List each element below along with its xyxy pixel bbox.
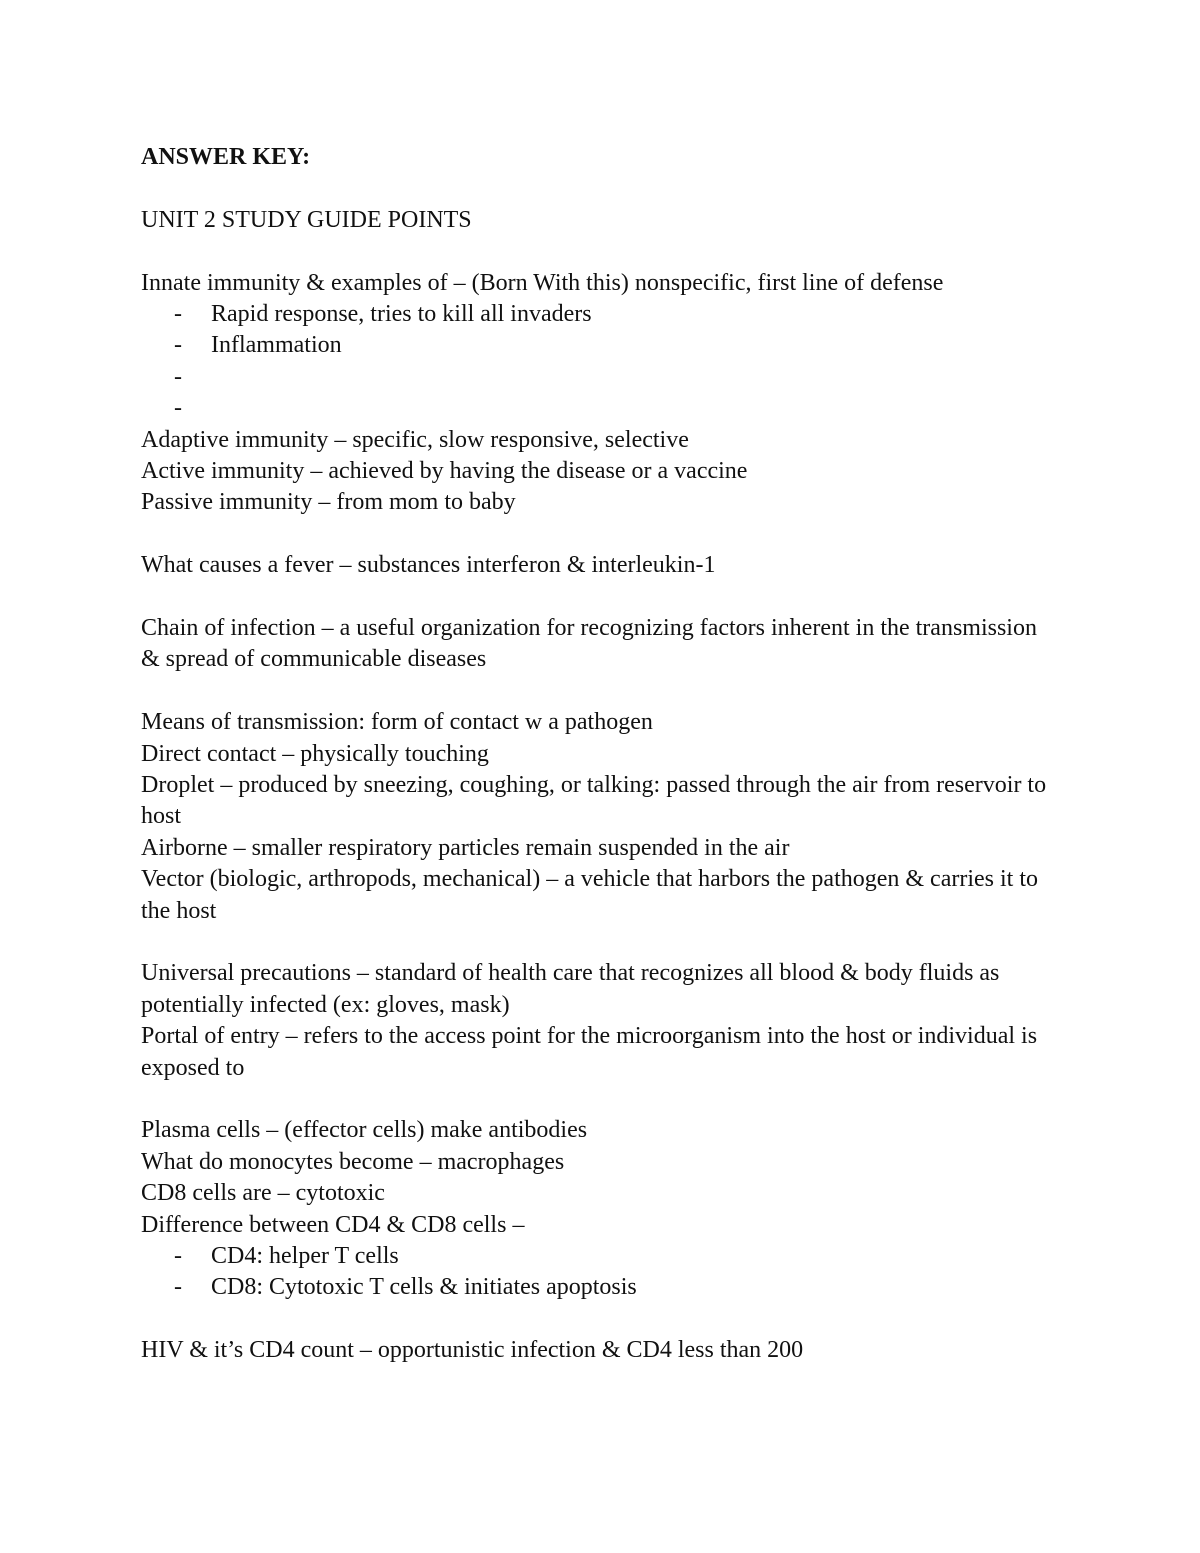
- bullet-dash: -: [174, 332, 182, 359]
- spacer: [141, 927, 1061, 958]
- bullet-dash: -: [174, 395, 182, 422]
- chain-of-infection-line: Chain of infection – a useful organization for recognizing factors inherent in the transmission & spread of communicable diseases: [141, 615, 1043, 673]
- active-immunity-line: Active immunity – achieved by having the disease or a vaccine: [141, 458, 748, 484]
- spacer: [141, 676, 1061, 707]
- spacer: [141, 1304, 1061, 1335]
- document-subheading: UNIT 2 STUDY GUIDE POINTS: [141, 206, 472, 233]
- list-item: [141, 362, 1061, 393]
- list-item-text: Rapid response, tries to kill all invaders: [211, 301, 592, 327]
- spacer: [141, 582, 1061, 613]
- plasma-cells-line: Plasma cells – (effector cells) make antibodies: [141, 1117, 588, 1144]
- cd8-cells-line: CD8 cells are – cytotoxic: [141, 1180, 385, 1207]
- bullet-dash: -: [174, 1243, 182, 1270]
- document-page: [141, 142, 1061, 1367]
- passive-immunity-line: Passive immunity – from mom to baby: [141, 489, 516, 516]
- cd4-cd8-difference-line: Difference between CD4 & CD8 cells –: [141, 1211, 525, 1238]
- bullet-dash: -: [174, 363, 182, 390]
- fever-line: What causes a fever – substances interferon & interleukin-1: [141, 552, 716, 579]
- hiv-cd4-line: HIV & it’s CD4 count – opportunistic infection & CD4 less than 200: [141, 1337, 804, 1364]
- spacer: [141, 236, 1061, 267]
- portal-of-entry-line: Portal of entry – refers to the access point for the microorganism into the host or individual is exposed to: [141, 1023, 1044, 1081]
- list-item: [141, 393, 1061, 424]
- spacer: [141, 1084, 1061, 1115]
- means-of-transmission-line: Means of transmission: form of contact w a pathogen: [141, 709, 653, 736]
- list-item: [141, 299, 1061, 330]
- document-heading: ANSWER KEY:: [141, 144, 311, 170]
- list-item: [141, 1272, 1061, 1303]
- vector-line: Vector (biologic, arthropods, mechanical) – a vehicle that harbors the pathogen & carries it to the host: [141, 866, 1045, 924]
- list-item: [141, 1241, 1061, 1272]
- adaptive-immunity-line: Adaptive immunity – specific, slow responsive, selective: [141, 426, 689, 453]
- spacer: [141, 173, 1061, 204]
- list-item-text: CD4: helper T cells: [211, 1243, 399, 1270]
- innate-bullet-list: [141, 299, 1061, 425]
- airborne-line: Airborne – smaller respiratory particles remain suspended in the air: [141, 834, 790, 861]
- innate-immunity-text: Innate immunity & examples of – (Born With this) nonspecific, first line of defense: [141, 269, 944, 296]
- list-item: [141, 330, 1061, 361]
- bullet-dash: -: [174, 1274, 182, 1301]
- universal-precautions-line: Universal precautions – standard of health care that recognizes all blood & body fluids as potentially infected (ex: gloves, mask): [141, 960, 1006, 1018]
- list-item-text: Inflammation: [211, 332, 342, 359]
- cd-bullet-list: [141, 1241, 1061, 1304]
- monocytes-line: What do monocytes become – macrophages: [141, 1148, 565, 1175]
- list-item-text: CD8: Cytotoxic T cells & initiates apoptosis: [211, 1274, 637, 1301]
- spacer: [141, 519, 1061, 550]
- bullet-dash: -: [174, 301, 182, 327]
- direct-contact-line: Direct contact – physically touching: [141, 740, 489, 767]
- droplet-line: Droplet – produced by sneezing, coughing, or talking: passed through the air from reservoir to host: [141, 772, 1053, 830]
